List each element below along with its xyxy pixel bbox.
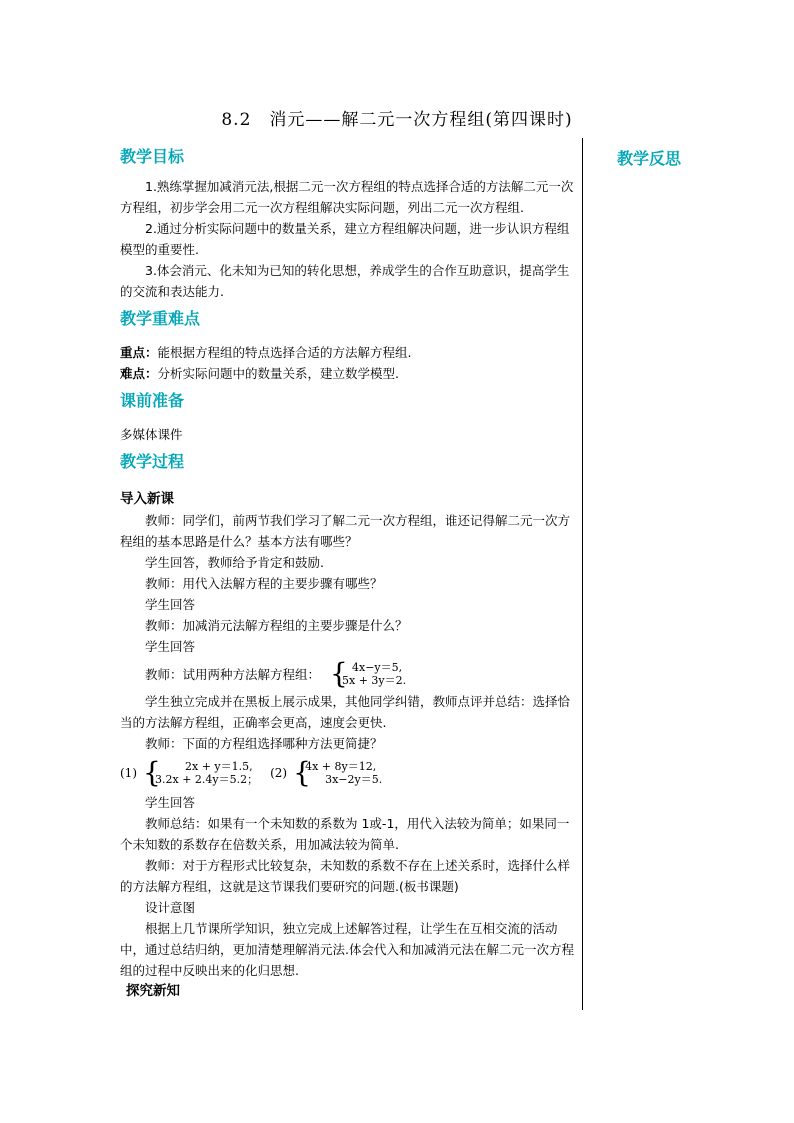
process-paragraph: 学生独立完成并在黑板上展示成果，其他同学纠错，教师点评并总结：选择恰当的方法解方程组，正确率会更高，速度会更快. (120, 694, 571, 730)
process-paragraph: 教师：试用两种方法解方程组： (145, 666, 321, 682)
focus-text: 能根据方程组的特点选择合适的方法解方程组. (157, 345, 412, 360)
equation-system-3 (293, 756, 383, 789)
reflection-heading: 教学反思 (617, 149, 682, 168)
difficulty-line (120, 363, 575, 384)
equation-system-2 (143, 756, 259, 789)
design-intent-label: 设计意图 (145, 900, 196, 915)
process-paragraph: 教师总结：如果有一个未知数的系数为 1或-1，用代入法较为简单；如果同一个未知数的系数存在倍数关系，用加减法较为简单. (120, 816, 570, 852)
process-paragraph: 教师：同学们，前两节我们学习了解二元一次方程组，谁还记得解二元一次方程组的基本思路是什么？基本方法有哪些？ (120, 513, 571, 549)
equation: 5x + 3y＝2. (342, 674, 407, 687)
brace-icon: { (330, 657, 348, 690)
key-points-heading: 教学重难点 (120, 309, 201, 328)
process-heading: 教学过程 (120, 452, 185, 471)
equation: 4x−y＝5, (352, 661, 403, 674)
system-label-2: (2) (270, 765, 288, 780)
brace-icon: { (143, 756, 161, 789)
equation-line-1 (120, 657, 575, 691)
process-paragraph: 根据上几节课所学知识，独立完成上述解答过程，让学生在互相交流的活动中，通过总结归纳，更加清楚理解消元法.体会代入和加减消元法在解二元一次方程组的过程中反映出来的化归思想. (120, 921, 574, 978)
difficulty-text: 分析实际问题中的数量关系，建立数学模型. (157, 366, 399, 381)
goals-heading: 教学目标 (120, 147, 185, 166)
process-paragraph: 教师：加减消元法解方程组的主要步骤是什么？ (145, 618, 408, 633)
goal-item-3: 3.体会消元、化未知为已知的转化思想，养成学生的合作互助意识，提高学生的交流和表达能力. (120, 263, 570, 299)
page-title: 8.2 消元——解二元一次方程组(第四课时) (221, 110, 573, 130)
difficulty-label: 难点： (120, 366, 158, 381)
intro-heading: 导入新课 (120, 491, 174, 507)
prep-heading: 课前准备 (120, 391, 185, 410)
equation: 3.2x + 2.4y＝5.2； (155, 773, 259, 786)
prep-text: 多媒体课件 (120, 427, 183, 442)
process-paragraph: 学生回答 (145, 795, 196, 810)
equation-system-1 (330, 657, 407, 690)
main-column (120, 146, 575, 1002)
process-paragraph: 学生回答 (145, 639, 196, 654)
focus-label: 重点： (120, 345, 158, 360)
system-label-1: (1) (120, 765, 137, 780)
process-paragraph: 教师：下面的方程组选择哪种方法更简捷？ (145, 736, 383, 751)
process-paragraph: 学生回答，教师给予肯定和鼓励. (145, 555, 324, 570)
brace-icon: { (293, 756, 311, 789)
goal-item-1: 1.熟练掌握加减消元法,根据二元一次方程组的特点选择合适的方法解二元一次方程组，初步学会用二元一次方程组解决实际问题，列出二元一次方程组. (120, 179, 574, 215)
process-paragraph: 教师：用代入法解方程的主要步骤有哪些？ (145, 576, 383, 591)
explore-heading: 探究新知 (126, 983, 180, 999)
equation-line-2 (120, 754, 575, 792)
equation: 2x + y＝1.5, (185, 760, 253, 773)
column-divider (582, 138, 583, 1010)
equation: 4x + 8y＝12, (305, 760, 377, 773)
goal-item-2: 2.通过分析实际问题中的数量关系，建立方程组解决问题，进一步认识方程组模型的重要性. (120, 221, 570, 257)
focus-line (120, 342, 575, 363)
process-paragraph: 学生回答 (145, 597, 196, 612)
process-paragraph: 教师：对于方程形式比较复杂，未知数的系数不存在上述关系时，选择什么样的方法解方程组，这就是这节课我们要研究的问题.(板书课题) (120, 858, 571, 894)
equation: 3x−2y＝5. (325, 773, 383, 786)
